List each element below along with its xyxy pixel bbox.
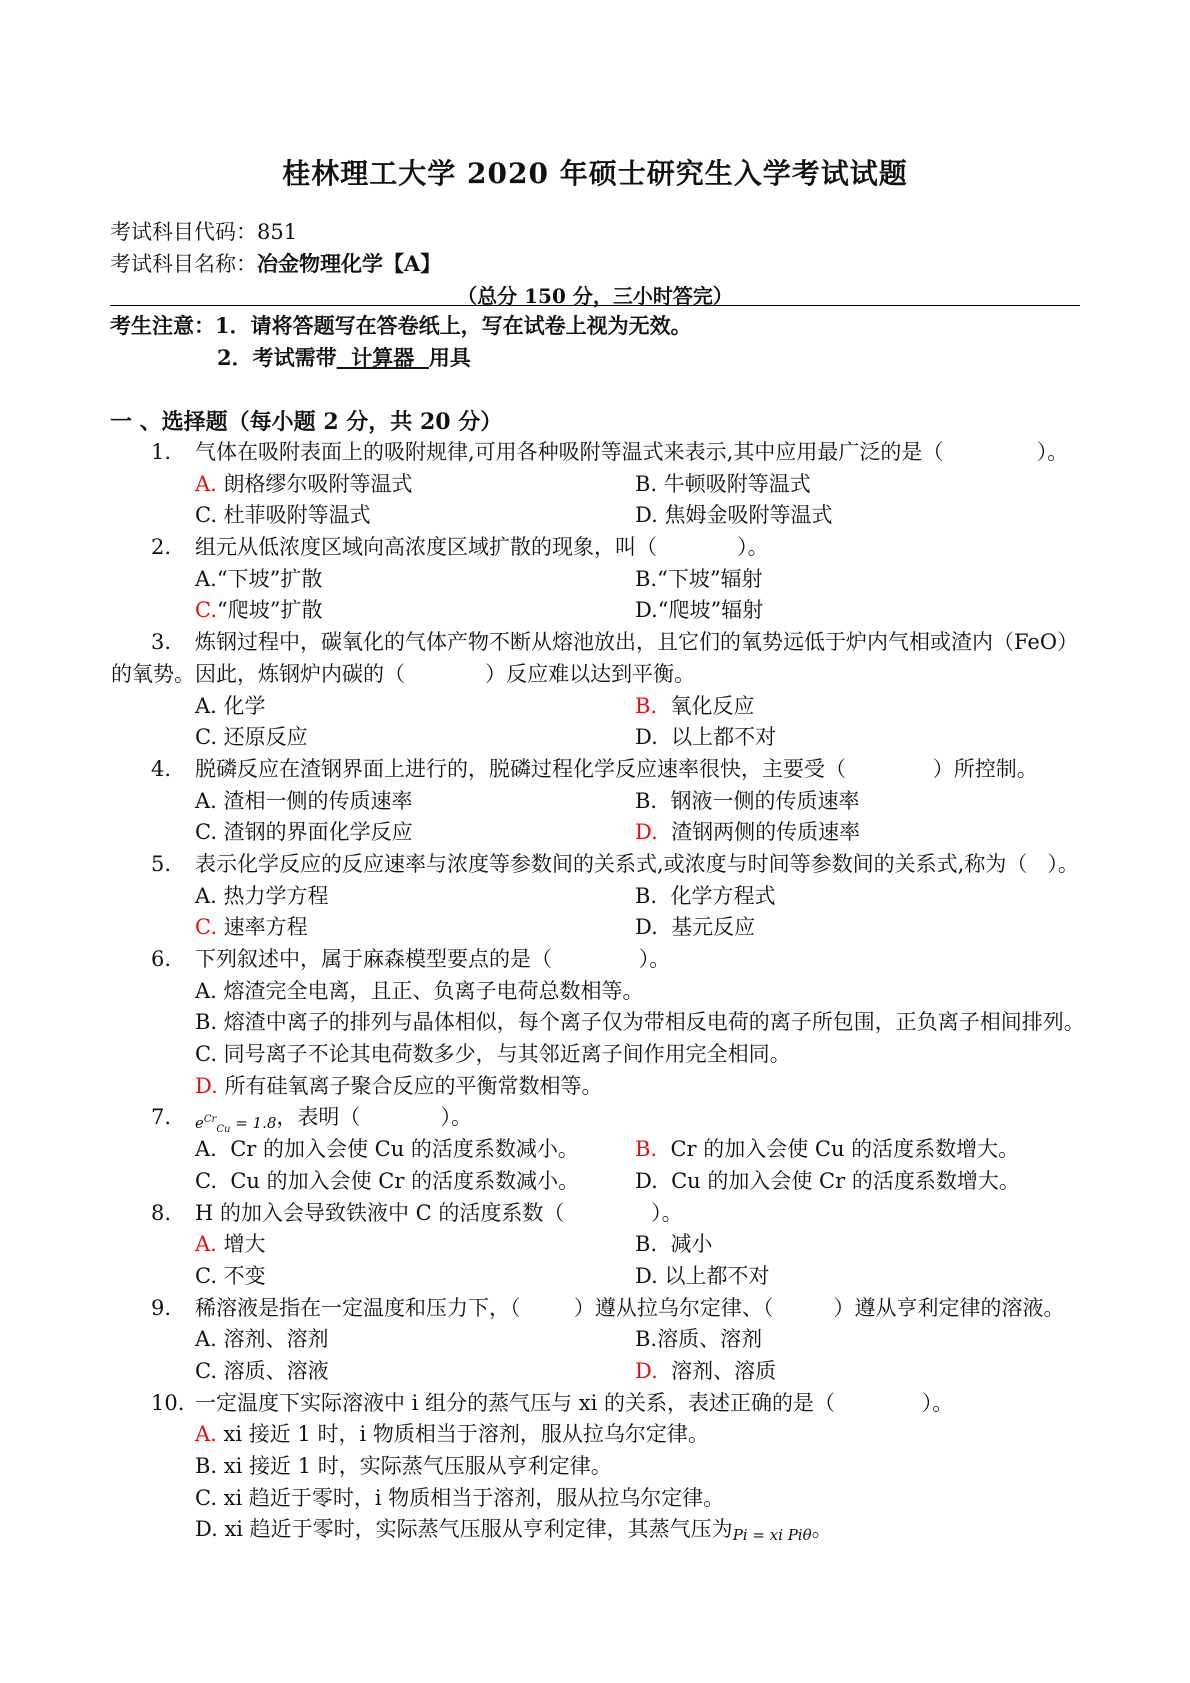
question-stem	[195, 1293, 1064, 1325]
option-text: 朗格缪尔吸附等温式	[216, 471, 413, 496]
option-c	[195, 1166, 579, 1198]
notice-item-2-suffix: 用具	[428, 345, 471, 370]
question-number: 7.	[151, 1105, 172, 1130]
option-row	[0, 1419, 1190, 1451]
option-b	[635, 1324, 762, 1356]
option-text: 焦姆金吸附等温式	[657, 503, 833, 528]
question-text: 炼钢过程中，碳氧化的气体产物不断从熔池放出，且它们的氧势远低于炉内气相或渣内（FeO）	[195, 630, 1079, 655]
option-text: 化学方程式	[657, 883, 776, 908]
option-b	[635, 691, 754, 723]
option-text: xi 趋近于零时，i 物质相当于溶剂，服从拉乌尔定律。	[217, 1485, 725, 1510]
option-text: 减小	[657, 1232, 713, 1257]
option-a	[195, 1134, 579, 1166]
option-text: 熔渣完全电离，且正、负离子电荷总数相等。	[216, 978, 644, 1003]
option-letter: D.	[635, 725, 658, 750]
formula-sub: Cu	[216, 1124, 231, 1136]
option-b	[635, 564, 763, 596]
option-letter: A.	[195, 788, 217, 813]
question-stem	[195, 1388, 953, 1420]
option-a	[195, 469, 413, 501]
option-letter: B.	[195, 1454, 218, 1478]
question-stem-line	[0, 1102, 1190, 1134]
option-letter: D.	[635, 598, 658, 623]
option-row	[0, 1166, 1190, 1198]
question-stem-line	[0, 944, 1190, 976]
option-row	[0, 976, 1190, 1008]
option-row	[0, 912, 1190, 944]
option-c	[195, 817, 413, 849]
question-stem-line	[0, 849, 1190, 881]
option-text: 溶质、溶剂	[657, 1327, 763, 1352]
question-stem-line	[0, 627, 1190, 659]
question-number: 2.	[151, 535, 172, 560]
option-row	[0, 1356, 1190, 1388]
option-a	[195, 1229, 266, 1261]
exam-title: 桂林理工大学 2020 年硕士研究生入学考试试题	[282, 157, 908, 190]
option-row	[0, 1483, 1190, 1515]
question-stem	[195, 944, 670, 976]
option-d	[635, 595, 763, 627]
option-letter: D.	[635, 1168, 658, 1193]
option-d	[195, 1071, 602, 1103]
vapor-pressure-formula: Pi = xi Piθ	[732, 1526, 812, 1545]
option-b	[635, 1229, 712, 1261]
option-text: 以上都不对	[657, 1263, 770, 1288]
option-row	[0, 595, 1190, 627]
option-text: 不变	[217, 1263, 266, 1288]
option-row	[0, 1007, 1190, 1039]
option-letter: B.	[195, 1010, 218, 1035]
option-text: 牛顿吸附等温式	[657, 471, 811, 496]
option-letter: B.	[635, 693, 658, 718]
option-text: 渣钢两侧的传质速率	[657, 820, 861, 845]
option-d	[195, 1514, 833, 1552]
option-letter: D.	[635, 1358, 658, 1383]
subject-code: 851	[257, 220, 298, 244]
option-text: 渣钢的界面化学反应	[217, 820, 413, 845]
option-a	[195, 881, 329, 913]
option-row	[0, 500, 1190, 532]
option-row	[0, 722, 1190, 754]
notice-label: 考生注意：	[110, 313, 215, 338]
question-list	[0, 437, 1190, 1546]
question-stem-continuation	[0, 659, 1190, 691]
question-stem	[195, 627, 1078, 659]
question-number: 6.	[151, 947, 172, 971]
subject-name: 冶金物理化学【A】	[257, 251, 442, 276]
option-letter: C.	[195, 1485, 217, 1510]
option-c	[195, 1356, 329, 1388]
option-c	[195, 500, 371, 532]
option-c	[195, 1483, 724, 1515]
option-b	[635, 469, 811, 501]
option-row	[0, 1514, 1190, 1546]
option-letter: A.	[195, 1422, 217, 1447]
question-stem	[195, 532, 769, 564]
option-c	[195, 1039, 791, 1071]
option-letter: C.	[195, 820, 217, 845]
question-number: 8.	[151, 1200, 172, 1225]
option-text: “下坡”辐射	[657, 566, 763, 591]
option-letter: A.	[195, 693, 217, 718]
option-text: 渣相一侧的传质速率	[216, 788, 413, 813]
notice-item-1: 1．请将答题写在答卷纸上，写在试卷上视为无效。	[215, 313, 692, 338]
option-text: 以上都不对	[657, 725, 777, 750]
option-text: xi 接近 1 时，i 物质相当于溶剂，服从拉乌尔定律。	[216, 1422, 709, 1447]
option-text: Cr 的加入会使 Cu 的活度系数增大。	[657, 1137, 1020, 1162]
option-row	[0, 881, 1190, 913]
notice-item-2-tool: 计算器	[336, 345, 429, 370]
option-row	[0, 1229, 1190, 1261]
option-d	[635, 722, 776, 754]
option-text: 杜菲吸附等温式	[217, 503, 371, 528]
option-row	[0, 1071, 1190, 1103]
option-a	[195, 976, 644, 1008]
option-tail: 。	[811, 1517, 833, 1542]
formula-base: e	[195, 1114, 204, 1133]
option-letter: C.	[195, 1168, 217, 1193]
option-letter: A.	[195, 471, 217, 496]
question-text: 气体在吸附表面上的吸附规律,可用各种吸附等温式来表示,其中应用最广泛的是（ ）。	[195, 440, 1069, 464]
question-number: 9.	[151, 1295, 172, 1320]
option-row	[0, 1039, 1190, 1071]
option-letter: C.	[195, 1358, 217, 1383]
option-letter: A.	[195, 1232, 217, 1257]
option-text: 化学	[216, 693, 266, 718]
option-b	[635, 786, 859, 818]
option-row	[0, 1324, 1190, 1356]
option-text: “爬坡”扩散	[217, 598, 323, 623]
question-stem-line	[0, 1388, 1190, 1420]
option-letter: D.	[635, 1263, 658, 1288]
option-c	[195, 1261, 266, 1293]
option-letter: D.	[195, 1517, 218, 1542]
option-c	[195, 722, 308, 754]
option-row	[0, 691, 1190, 723]
notice-line-1	[110, 310, 692, 340]
section-title: 一 、选择题（每小题 2 分，共 20 分）	[110, 409, 503, 435]
option-b	[195, 1451, 612, 1483]
option-text: 溶质、溶液	[217, 1358, 329, 1383]
question-stem	[195, 849, 1079, 881]
question-text: 组元从低浓度区域向高浓度区域扩散的现象，叫（ ）。	[195, 535, 769, 560]
option-d	[635, 817, 860, 849]
option-letter: C.	[195, 915, 217, 940]
option-letter: A.	[195, 1137, 217, 1162]
option-d	[635, 1356, 776, 1388]
option-text: 基元反应	[657, 915, 756, 940]
question-text: 表示化学反应的反应速率与浓度等参数间的关系式,或浓度与时间等参数间的关系式,称为（ ）。	[195, 851, 1079, 876]
question-stem	[195, 437, 1068, 469]
option-text: 增大	[216, 1232, 266, 1257]
option-row	[0, 1451, 1190, 1483]
question-number: 4.	[151, 756, 172, 781]
question-text: 一定温度下实际溶液中 i 组分的蒸气压与 xi 的关系，表述正确的是（ ）。	[195, 1390, 954, 1415]
option-letter: B.	[635, 1137, 658, 1162]
option-letter: D.	[635, 915, 658, 940]
option-letter: D.	[635, 820, 658, 845]
option-text: xi 趋近于零时，实际蒸气压服从亨利定律，其蒸气压为	[217, 1517, 733, 1542]
option-letter: D.	[195, 1073, 218, 1098]
subject-name-label: 考试科目名称：	[110, 252, 257, 276]
option-text: 溶剂、溶质	[657, 1358, 777, 1383]
option-text: 溶剂、溶剂	[216, 1327, 329, 1352]
option-text: 熔渣中离子的排列与晶体相似，每个离子仅为带相反电荷的离子所包围，正负离子相间排列。	[217, 1010, 1085, 1035]
option-a	[195, 1324, 329, 1356]
option-letter: C.	[195, 1042, 217, 1067]
question-stem-line	[0, 1198, 1190, 1230]
question-text: H 的加入会导致铁液中 C 的活度系数（ ）。	[195, 1200, 683, 1225]
option-letter: B.	[635, 471, 658, 496]
option-row	[0, 786, 1190, 818]
option-c	[195, 595, 322, 627]
option-d	[635, 912, 755, 944]
option-text: 氧化反应	[657, 693, 755, 718]
option-letter: A.	[195, 1327, 217, 1352]
subject-code-row	[110, 216, 297, 246]
question-number: 10.	[151, 1390, 185, 1415]
question-text: 脱磷反应在渣钢界面上进行的，脱磷过程化学反应速率很快，主要受（ ）所控制。	[195, 756, 1038, 781]
option-text: Cu 的加入会使 Cr 的活度系数增大。	[657, 1168, 1020, 1193]
question-number: 5.	[151, 851, 172, 876]
option-text: Cr 的加入会使 Cu 的活度系数减小。	[216, 1137, 579, 1162]
interaction-coefficient-formula	[195, 1114, 277, 1136]
option-text: 同号离子不论其电荷数多少，与其邻近离子间作用完全相同。	[217, 1042, 791, 1067]
question-stem-line	[0, 1293, 1190, 1325]
subject-code-label: 考试科目代码：	[110, 220, 257, 244]
total-note: （总分 150 分，三小时答完）	[457, 284, 733, 308]
option-b	[635, 1134, 1019, 1166]
option-letter: C.	[195, 1263, 217, 1288]
option-letter: A.	[195, 978, 217, 1003]
option-letter: C.	[195, 598, 217, 623]
subject-name-row	[110, 248, 441, 278]
question-stem-line	[0, 532, 1190, 564]
option-d	[635, 1166, 1020, 1198]
formula-rhs: = 1.8	[230, 1114, 277, 1133]
divider	[110, 305, 1080, 306]
option-letter: A.	[195, 566, 217, 591]
option-a	[195, 786, 413, 818]
notice-item-2-prefix: 2．考试需带	[217, 345, 337, 370]
question-text: ，表明（ ）。	[276, 1105, 472, 1130]
option-letter: D.	[635, 503, 658, 528]
option-row	[0, 817, 1190, 849]
option-text: xi 接近 1 时，实际蒸气压服从亨利定律。	[217, 1454, 612, 1478]
option-a	[195, 1419, 709, 1451]
option-d	[635, 1261, 769, 1293]
option-row	[0, 564, 1190, 596]
option-letter: C.	[195, 725, 217, 750]
notice-line-2	[217, 342, 471, 372]
question-text: 下列叙述中，属于麻森模型要点的是（ ）。	[195, 947, 671, 971]
option-a	[195, 564, 322, 596]
option-b	[195, 1007, 1085, 1039]
option-text: 速率方程	[217, 915, 308, 940]
option-row	[0, 469, 1190, 501]
option-row	[0, 1134, 1190, 1166]
option-a	[195, 691, 266, 723]
option-letter: B.	[635, 883, 658, 908]
question-stem	[195, 754, 1038, 786]
option-d	[635, 500, 832, 532]
option-letter: B.	[635, 1232, 658, 1257]
option-letter: B.	[635, 1327, 658, 1352]
formula-sup: Cr	[203, 1114, 217, 1126]
option-text: 所有硅氧离子聚合反应的平衡常数相等。	[217, 1073, 603, 1098]
question-text: 稀溶液是指在一定温度和压力下，（ ）遵从拉乌尔定律、（ ）遵从亨利定律的溶液。	[195, 1295, 1065, 1320]
question-stem-line	[0, 437, 1190, 469]
option-text: Cu 的加入会使 Cr 的活度系数减小。	[217, 1168, 580, 1193]
option-text: 热力学方程	[216, 883, 329, 908]
question-stem-line	[0, 754, 1190, 786]
question-stem	[195, 1198, 683, 1230]
option-b	[635, 881, 775, 913]
question-text: 的氧势。因此，炼钢炉内碳的（ ）反应难以达到平衡。	[111, 661, 696, 686]
option-c	[195, 912, 308, 944]
option-letter: C.	[195, 503, 217, 528]
question-number: 3.	[151, 630, 172, 655]
question-number: 1.	[151, 440, 172, 464]
option-text: 钢液一侧的传质速率	[657, 788, 860, 813]
option-letter: B.	[635, 566, 658, 591]
option-row	[0, 1261, 1190, 1293]
option-text: “下坡”扩散	[216, 566, 323, 591]
option-text: 还原反应	[217, 725, 308, 750]
option-text: “爬坡”辐射	[657, 598, 764, 623]
option-letter: B.	[635, 788, 658, 813]
option-letter: A.	[195, 883, 217, 908]
